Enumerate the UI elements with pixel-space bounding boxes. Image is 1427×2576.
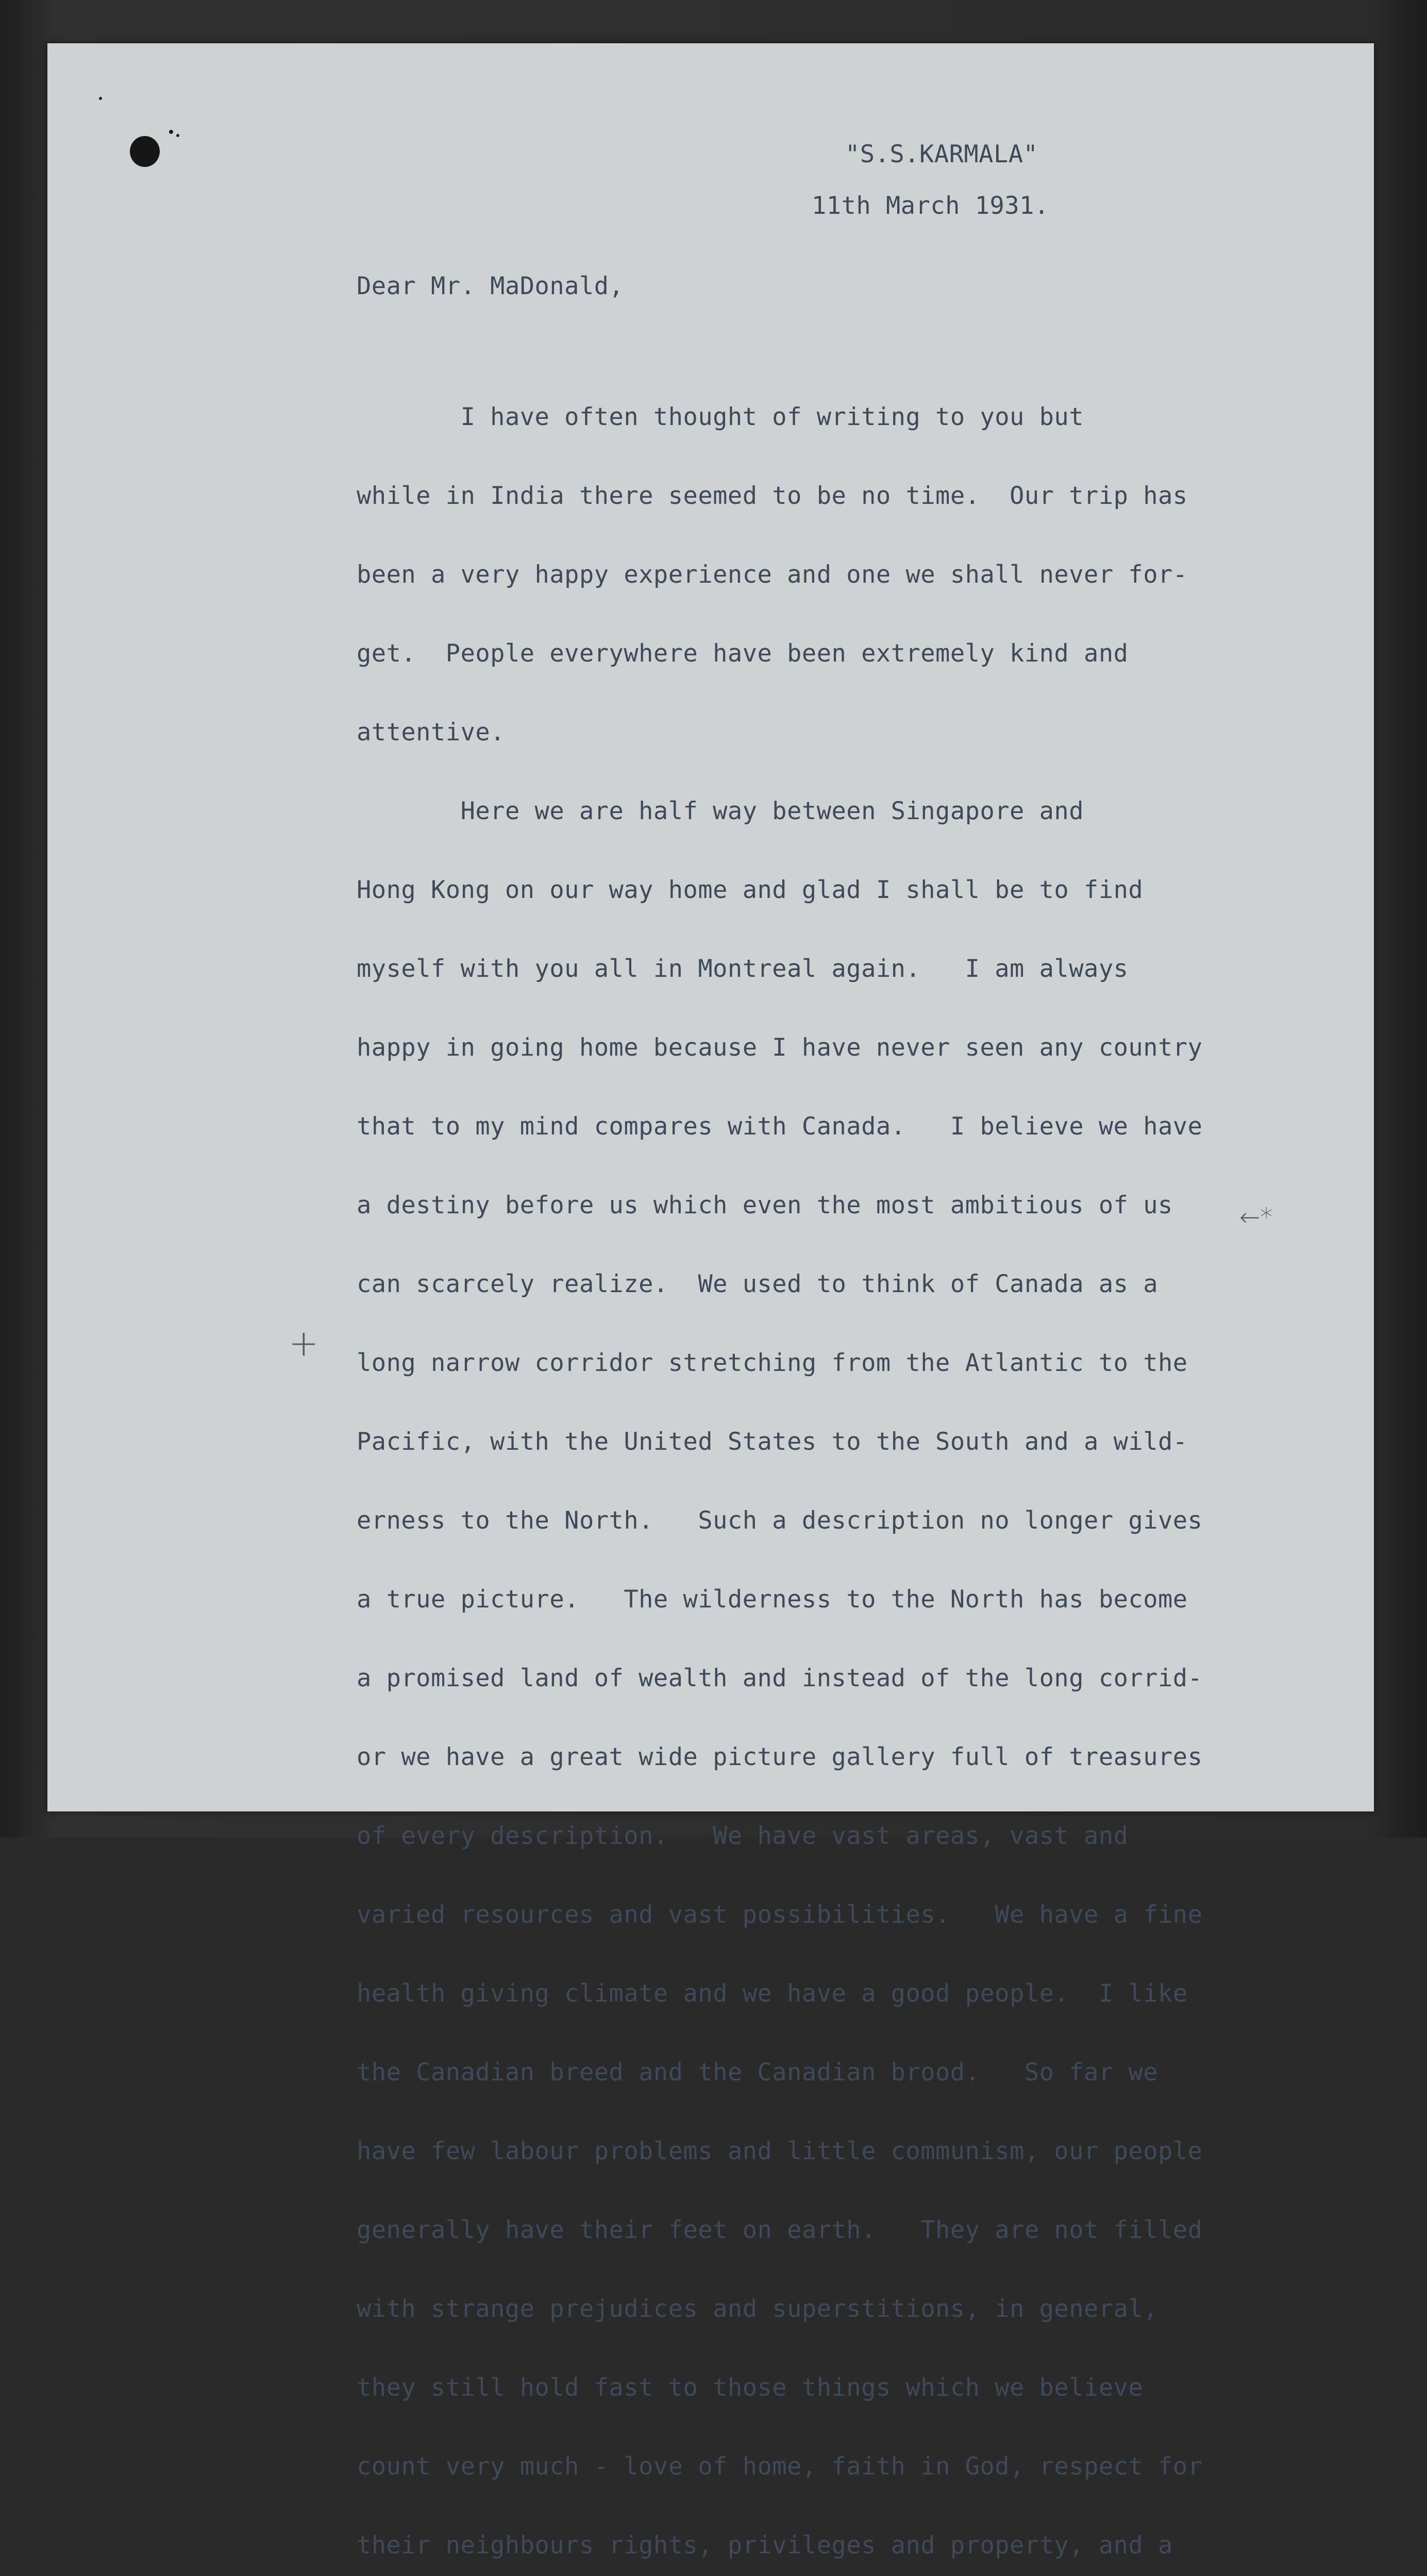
body-line: can scarcely realize. We used to think of Canada as a bbox=[357, 1270, 1159, 1298]
body-line: have few labour problems and little communism, our people bbox=[357, 2137, 1203, 2165]
body-line: a promised land of wealth and instead of the long corrid- bbox=[357, 1664, 1203, 1692]
body-line: they still hold fast to those things which we believe bbox=[357, 2374, 1144, 2402]
body-line: generally have their feet on earth. They are not filled bbox=[357, 2216, 1203, 2244]
body-line: happy in going home because I have never seen any country bbox=[357, 1033, 1203, 1062]
body-line: while in India there seemed to be no time. Our trip has bbox=[357, 482, 1188, 510]
body-line: with strange prejudices and superstitions, in general, bbox=[357, 2295, 1159, 2323]
body-line: been a very happy experience and one we shall never for- bbox=[357, 561, 1188, 589]
body-line: of every description. We have vast areas, vast and bbox=[357, 1822, 1129, 1850]
body-line: get. People everywhere have been extremely kind and bbox=[357, 639, 1129, 668]
body-line: or we have a great wide picture gallery full of treasures bbox=[357, 1743, 1203, 1771]
body-line: a true picture. The wilderness to the North has become bbox=[357, 1585, 1188, 1614]
ink-speck bbox=[169, 130, 173, 134]
body-line: their neighbours rights, privileges and property, and a bbox=[357, 2531, 1173, 2560]
body-line: Pacific, with the United States to the South and a wild- bbox=[357, 1428, 1188, 1456]
body-line: health giving climate and we have a good people. I like bbox=[357, 1979, 1188, 2008]
body-line: varied resources and vast possibilities. We have a fine bbox=[357, 1901, 1203, 1929]
body-line: attentive. bbox=[357, 718, 505, 747]
letter-body bbox=[357, 351, 1217, 2576]
ink-speck bbox=[99, 97, 102, 100]
ship-name: "S.S.KARMALA" bbox=[845, 140, 1038, 168]
margin-plus-mark: + bbox=[289, 1322, 319, 1364]
body-line: count very much - love of home, faith in God, respect for bbox=[357, 2452, 1203, 2481]
letter-date: 11th March 1931. bbox=[812, 192, 1049, 220]
body-line: the Canadian breed and the Canadian brood. So far we bbox=[357, 2058, 1159, 2087]
body-line: long narrow corridor stretching from the Atlantic to the bbox=[357, 1349, 1188, 1377]
margin-arrow-mark: ←* bbox=[1239, 1203, 1273, 1232]
body-line: myself with you all in Montreal again. I am always bbox=[357, 955, 1129, 983]
ink-speck bbox=[176, 134, 179, 137]
body-line: erness to the North. Such a description no longer gives bbox=[357, 1506, 1203, 1535]
body-line: Hong Kong on our way home and glad I shall be to find bbox=[357, 876, 1144, 904]
body-line: a destiny before us which even the most ambitious of us bbox=[357, 1191, 1173, 1219]
body-line: Here we are half way between Singapore and bbox=[357, 797, 1084, 825]
punch-hole bbox=[130, 136, 160, 167]
body-line: that to my mind compares with Canada. I believe we have bbox=[357, 1112, 1203, 1141]
salutation: Dear Mr. MaDonald, bbox=[357, 272, 624, 300]
body-line: I have often thought of writing to you but bbox=[357, 403, 1084, 431]
